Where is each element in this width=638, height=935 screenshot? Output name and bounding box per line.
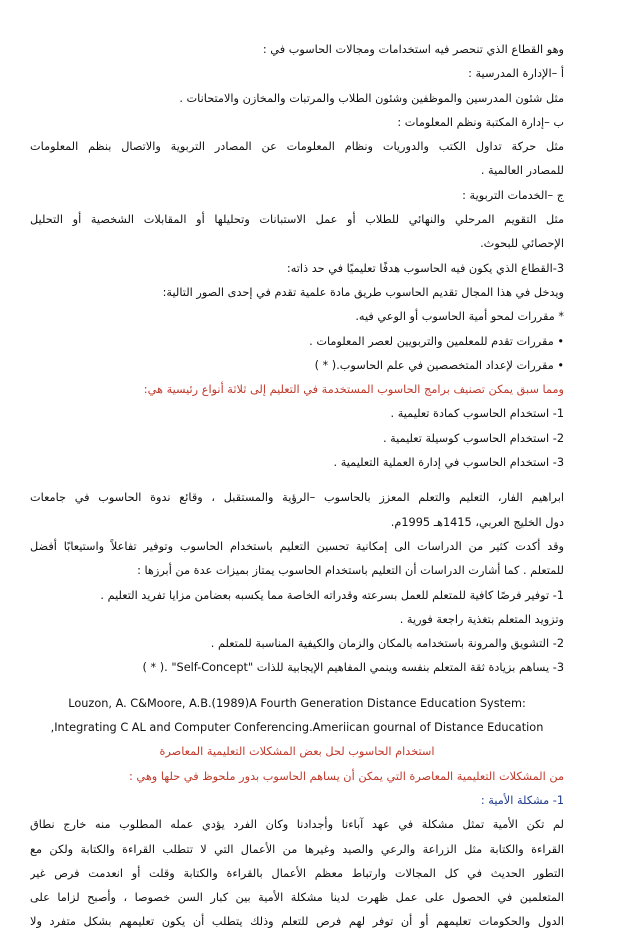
paragraph-gap: [30, 475, 564, 486]
text-line: مثل التقويم المرحلي والنهائي للطلاب أو عمل الاستبانات وتحليلها أو المقابلات الشخصية أو التحليل: [30, 213, 564, 227]
text-line: 3- يساهم بزيادة ثقة المتعلم بنفسه وينمي المفاهيم الإيجابية للذات "Self-Concept" .( * ): [142, 661, 564, 675]
text-line: ويدخل في هذا المجال تقديم الحاسوب طريق مادة علمية تقدم في إحدى الصور التالية:: [162, 285, 564, 299]
text-line: التطور الحديث في كل المجالات وارتباط معظم الأعمال بالقراءة والكتابة وقلت أو انعدمت فرص غير: [30, 866, 564, 880]
text-line: • مقررات تقدم للمعلمين والتربويين لعصر المعلومات .: [309, 334, 564, 348]
text-line: استخدام الحاسوب لحل بعض المشكلات التعليمية المعاصرة: [159, 745, 435, 759]
text-line: 3-القطاع الذي يكون فيه الحاسوب هدفًا تعليميًا في حد ذاته:: [286, 261, 564, 275]
text-line: الإحصائي للبحوث.: [480, 237, 564, 251]
text-line: للمصادر العالمية .: [480, 164, 564, 178]
text-line: القراءة والكتابة مثل الزراعة والرعي والصيد وغيرها من الأعمال التي لا تتطلب القراءة والكتابة ولكن مع: [30, 842, 564, 856]
text-line: 3- استخدام الحاسوب في إدارة العملية التعليمية .: [333, 456, 564, 470]
text-line: 1- مشكلة الأمية :: [480, 793, 564, 807]
text-line: ومما سبق يمكن تصنيف برامج الحاسوب المستخدمة في التعليم إلى ثلاثة أنواع رئيسية هي:: [143, 383, 564, 397]
text-line: مثل شئون المدرسين والموظفين وشئون الطلاب والمرتبات والمخازن والامتحانات .: [179, 91, 564, 105]
text-line: المتعلمين في الحصول على عمل ظهرت لدينا مشكلة الأمية بين كبار السن خصوصا ، وأصبح لزاما على: [30, 891, 564, 905]
text-line: ب –إدارة المكتبة ونظم المعلومات :: [397, 115, 564, 129]
text-line: Louzon, A. C&Moore, A.B.(1989)A Fourth Generation Distance Education System:: [68, 696, 526, 710]
text-line: ابراهيم الفار، التعليم والتعلم المعزز بالحاسوب –الرؤية والمستقبل ، وقائع ندوة الحاسوب في جامعات: [30, 491, 564, 505]
text-line: مثل حركة تداول الكتب والدوريات ونظام المعلومات عن المصادر التربوية والاتصال بنظم المعلومات: [30, 140, 564, 154]
text-line: وقد أكدت كثير من الدراسات الى إمكانية تحسين التعليم باستخدام الحاسوب وتوفير تفاعلاً واستيعابًا أفضل: [30, 539, 564, 553]
text-line: وهو القطاع الذي تنحصر فيه استخدامات ومجالات الحاسوب في :: [262, 43, 564, 56]
text-line: 1- استخدام الحاسوب كمادة تعليمية .: [390, 407, 564, 421]
text-line: * مقررات لمحو أمية الحاسوب أو الوعي فيه.: [355, 310, 564, 324]
text-line: للمتعلم . كما أشارت الدراسات أن التعليم باستخدام الحاسوب يمتاز بميزات عدة من أبرزها :: [137, 564, 564, 578]
text-line: دول الخليج العربي، 1415هـ 1995م.: [390, 515, 564, 529]
text-line: الدول والحكومات تعليمهم أو أن توفر لهم فرص للتعلم وذلك يتطلب أن يكون تعليمهم بشكل متفرد ولا: [30, 915, 564, 929]
text-line: 2- التشويق والمرونة باستخدامه بالمكان والزمان والكيفية المناسبة للمتعلم .: [210, 637, 564, 651]
text-line: لم تكن الأمية تمثل مشكلة في عهد آباءنا وأجدادنا وكان الفرد يؤدي عمله المطلوب منه خارج نطاق: [30, 818, 564, 832]
text-line: • مقررات لإعداد المتخصصين في علم الحاسوب.( * ): [314, 358, 564, 372]
text-line: ج –الخدمات التربوية :: [462, 188, 564, 202]
text-line: وتزويد المتعلم بتغذية راجعة فورية .: [399, 612, 564, 626]
text-line: من المشكلات التعليمية المعاصرة التي يمكن أن يساهم الحاسوب بدور ملحوظ في حلها وهي :: [129, 769, 564, 783]
text-line: 2- استخدام الحاسوب كوسيلة تعليمية .: [382, 431, 564, 445]
text-line: ,Integrating C AL and Computer Conferencing.Ameriican gournal of Distance Education: [50, 721, 544, 735]
text-line: 1- توفير فرصًا كافية للمتعلم للعمل بسرعته وقدراته الخاصة مما يكسبه بعضامن مزايا تفريد التعليم .: [100, 588, 564, 602]
paragraph-gap: [30, 681, 564, 692]
text-line: أ –الإدارة المدرسية :: [468, 67, 564, 81]
